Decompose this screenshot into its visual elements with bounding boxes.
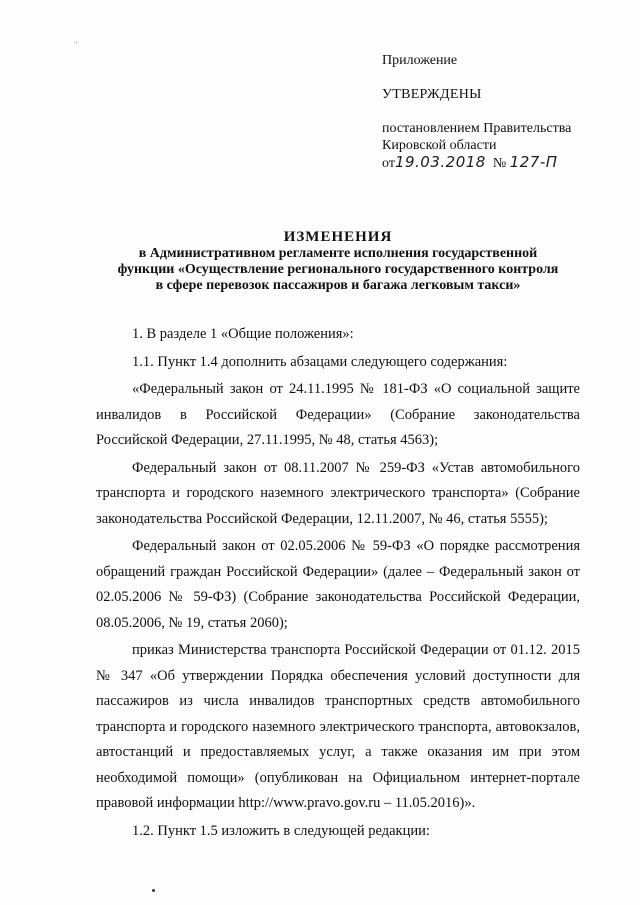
paragraph-section-1 bbox=[96, 322, 580, 348]
paragraph-law-59 bbox=[96, 534, 580, 636]
paragraph-item-1-2 bbox=[96, 819, 580, 845]
appendix-label: Приложение bbox=[382, 53, 458, 68]
paragraph-line: законодательства Российской Федерации, 12.11.2007, № 46, статья 5555); bbox=[96, 510, 548, 527]
paragraph-line: 08.05.2006, № 19, статья 2060); bbox=[96, 614, 288, 631]
paragraph-law-181 bbox=[96, 377, 580, 454]
approval-block bbox=[382, 52, 622, 172]
paragraph-item-1-1 bbox=[96, 350, 580, 376]
heading-line-1: в Административном регламенте исполнения государственной bbox=[138, 246, 538, 261]
paragraph-line: 1. В разделе 1 «Общие положения»: bbox=[132, 326, 354, 342]
paragraph-line: автостанций и предоставляемых услуг, а также оказания им при этом bbox=[96, 744, 580, 760]
paragraph-line: 02.05.2006 № 59-ФЗ) (Собрание законодательства Российской Федерации, bbox=[96, 589, 580, 605]
handwritten-number: 127-П bbox=[509, 153, 558, 171]
paragraph-line: правовой информации http://www.pravo.gov.ru – 11.05.2016)». bbox=[96, 795, 476, 811]
document-title: ИЗМЕНЕНИЯ bbox=[283, 229, 393, 245]
document-body bbox=[96, 322, 580, 844]
paragraph-line: 1.2. Пункт 1.5 изложить в следующей редакции: bbox=[132, 822, 430, 839]
paragraph-line: № 347 «Об утверждении Порядка обеспечения условий доступности для bbox=[96, 667, 580, 684]
number-sign: № bbox=[492, 156, 507, 171]
paragraph-line: Федеральный закон от 02.05.2006 № 59-ФЗ «О порядке рассмотрения bbox=[132, 538, 580, 554]
decree-line-1: постановлением Правительства bbox=[382, 121, 572, 136]
paragraph-line: транспорта и городского наземного электрического транспорта, автовокзалов, bbox=[96, 718, 580, 735]
paragraph-line: необходимой помощи» (опубликован на Официальном интернет-портале bbox=[96, 769, 580, 786]
decree-date-line bbox=[382, 154, 622, 172]
paragraph-line: Федеральный закон от 08.11.2007 № 259-ФЗ «Устав автомобильного bbox=[132, 459, 580, 476]
scan-dot bbox=[152, 889, 155, 892]
paragraph-line: 1.1. Пункт 1.4 дополнить абзацами следующего содержания: bbox=[132, 353, 508, 370]
paragraph-line: приказ Министерства транспорта Российской Федерации от 01.12. 2015 bbox=[132, 642, 580, 658]
heading-line-3: в сфере перевозок пассажиров и багажа легковым такси» bbox=[155, 278, 521, 293]
handwritten-date: 19.03.2018 bbox=[394, 153, 486, 171]
approved-label: УТВЕРЖДЕНЫ bbox=[382, 87, 482, 102]
paragraph-line: «Федеральный закон от 24.11.1995 № 181-ФЗ «О социальной защите bbox=[132, 381, 580, 397]
decree-line-2: Кировской области bbox=[382, 138, 497, 153]
paragraph-line: транспорта и городского наземного электрического транспорта» (Собрание bbox=[96, 485, 580, 501]
scan-speck bbox=[76, 42, 77, 43]
document-heading bbox=[96, 229, 580, 294]
date-prefix: от bbox=[382, 156, 395, 171]
paragraph-order-347 bbox=[96, 638, 580, 817]
paragraph-line: обращений граждан Российской Федерации» (далее – Федеральный закон от bbox=[96, 563, 580, 580]
paragraph-line: Российской Федерации, 27.11.1995, № 48, статья 4563); bbox=[96, 432, 439, 448]
paragraph-law-259 bbox=[96, 456, 580, 533]
heading-line-2: функции «Осуществление регионального государственного контроля bbox=[117, 262, 559, 277]
paragraph-line: пассажиров из числа инвалидов транспортных средств автомобильного bbox=[96, 693, 580, 709]
paragraph-line: инвалидов в Российской Федерации» (Собрание законодательства bbox=[96, 406, 580, 423]
